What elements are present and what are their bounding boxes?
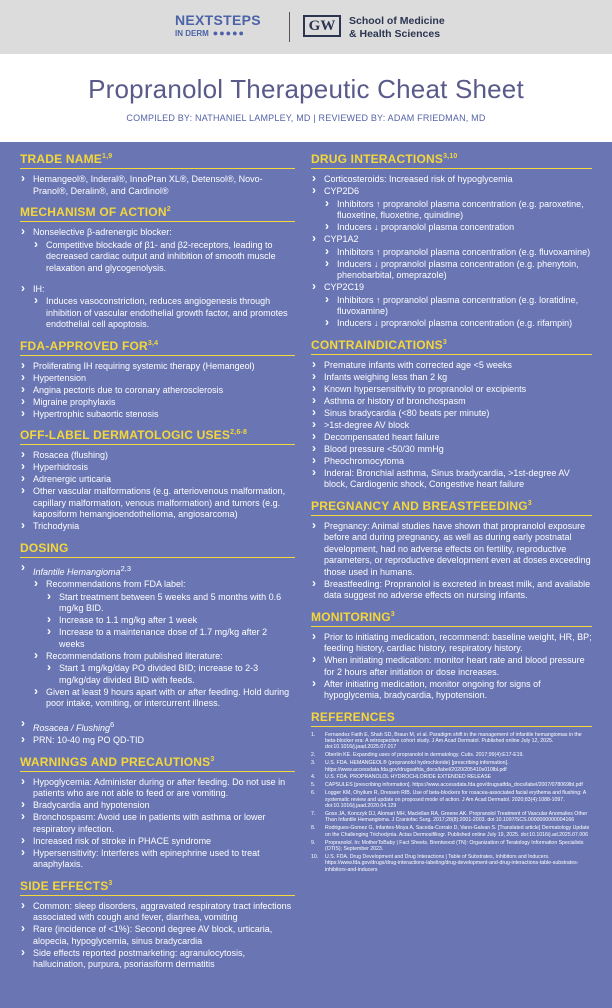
list-item: › Hyperhidrosis — [20, 462, 295, 474]
list-item: › Decompensated heart failure — [311, 432, 592, 444]
sub-sub-list — [46, 663, 295, 686]
section-title-text: TRADE NAME — [20, 152, 102, 166]
section-title-text: WARNINGS AND PRECAUTIONS — [20, 754, 211, 769]
section-citation: 3,4 — [147, 339, 159, 347]
section-citation: 2,3 — [120, 563, 131, 573]
list-item-text: IH: — [33, 283, 45, 294]
section-off-label — [20, 428, 295, 533]
section-citation: 3 — [527, 499, 532, 507]
list-item: › Hypersensitivity: Interferes with epinephrine used to treat anaphylaxis. — [20, 848, 295, 871]
list-item: › Pheochromocytoma — [311, 456, 592, 468]
sub-list — [33, 240, 295, 275]
reference-item: 8. Rodrigues-Gomez G, Infantes-Moya A, Saceda-Corralo D, Vano-Galvan S. [Translated article] Dermatology Update on the Challenging Trichodynia. Actas Dermosifiliogr. Published online July 19, 2025. doi:10.1016/j.ad.2025.07.006 — [311, 825, 592, 838]
school-line-2: & Health Sciences — [349, 27, 441, 40]
section-citation: 3,10 — [443, 153, 458, 160]
sub-list-item: › Inducers ↓ propranolol plasma concentration (e.g. phenytoin, phenobarbital, omeprazole) — [324, 259, 592, 282]
list-item: › Other vascular malformations (e.g. arteriovenous malformation, capillary malformation, venous malformation) and tumors (e.g. kaposiform hemangioendothelioma, angiosarcoma) — [20, 486, 295, 521]
section-title — [311, 499, 592, 516]
section-trade-name — [20, 152, 295, 197]
section-title — [20, 339, 295, 356]
list-item: › Prior to initiating medication, recommend: baseline weight, HR, BP; feeding history, cardiac history, respiratory history. — [311, 632, 592, 655]
list-item: › Migraine prophylaxis — [20, 397, 295, 409]
sub-list-item: › Inhibitors ↑ propranolol plasma concentration (e.g. fluvoxamine) — [324, 247, 592, 259]
page-title: Propranolol Therapeutic Cheat Sheet — [88, 74, 524, 104]
section-title-text: DRUG INTERACTIONS — [311, 152, 444, 166]
brand-sub: IN DERM — [175, 28, 209, 38]
list-item — [20, 719, 295, 735]
section-title — [20, 879, 295, 896]
section-citation: 3 — [210, 755, 215, 763]
section-title-text: SIDE EFFECTS — [20, 878, 109, 893]
section-title-text: CONTRAINDICATIONS — [311, 337, 443, 352]
sub-sub-list-item: › Start treatment between 5 weeks and 5 months with 0.6 mg/kg BID. — [46, 592, 295, 615]
section-pregnancy — [311, 499, 592, 602]
list-item: › Hypoglycemia: Administer during or after feeding. Do not use in patients who are not able to feed or are vomiting. — [20, 777, 295, 800]
section-title-text: MECHANISM OF ACTION — [20, 205, 167, 219]
bullet-list — [311, 632, 592, 702]
list-item — [20, 563, 295, 710]
list-item: › Corticosteroids: Increased risk of hypoglycemia — [311, 174, 592, 186]
content-panel — [0, 142, 612, 1008]
list-item: › Trichodynia — [20, 521, 295, 533]
list-item: › Rosacea (flushing) — [20, 450, 295, 462]
section-fda-approved — [20, 339, 295, 421]
sub-list-item: › Induces vasoconstriction, reduces angiogenesis through inhibition of vascular endothelial growth factor, and promotes endothelial cell apoptosis. — [33, 296, 295, 331]
school-name — [349, 15, 445, 40]
section-title — [311, 152, 592, 169]
header-bar — [0, 0, 612, 54]
brand-main: NEXTSTEPS — [175, 12, 261, 28]
nextsteps-logo — [175, 13, 285, 38]
list-item: › Infants weighing less than 2 kg — [311, 372, 592, 384]
bullet-list — [20, 719, 295, 747]
list-item-text: CYP1A2 — [324, 234, 359, 244]
list-item-text: Recommendations from published literature: — [46, 650, 223, 661]
list-item-text: CYP2C19 — [324, 282, 365, 292]
list-item: › After initiating medication, monitor ongoing for signs of hypoglycemia, bradycardia, hypotension. — [311, 679, 592, 702]
sub-list — [324, 295, 592, 330]
bullet-list — [20, 777, 295, 871]
section-title-text: FDA-APPROVED FOR — [20, 338, 148, 353]
section-title — [20, 755, 295, 772]
reference-list — [311, 732, 592, 874]
title-block — [0, 54, 612, 142]
section-references — [311, 710, 592, 874]
section-citation: 1,9 — [102, 153, 113, 160]
credits-line: COMPILED BY: NATHANIEL LAMPLEY, MD | REVIEWED BY: ADAM FRIEDMAN, MD — [126, 113, 486, 123]
list-item: › Pregnancy: Animal studies have shown that propranolol exposure before and during pregnancy, as well as during early postnatal development, had no adverse effects on fertility, reproductive parameters, or reproductive development even at doses exceeding those used in humans. — [311, 521, 592, 579]
section-title — [20, 152, 295, 169]
list-item: › Angina pectoris due to coronary atherosclerosis — [20, 385, 295, 397]
section-title — [311, 610, 592, 627]
section-warnings — [20, 755, 295, 871]
list-item: › Asthma or history of bronchospasm — [311, 396, 592, 408]
right-column — [311, 152, 592, 881]
section-citation: 2,6-8 — [230, 429, 248, 436]
spacer — [20, 275, 295, 284]
list-item: › Hypertension — [20, 373, 295, 385]
list-item — [311, 234, 592, 282]
sub-list — [33, 296, 295, 331]
bullet-list — [311, 360, 592, 491]
sub-sub-list-item: › Increase to a maintenance dose of 1.7 mg/kg after 2 weeks — [46, 627, 295, 650]
list-item: › Premature infants with corrected age <5 weeks — [311, 360, 592, 372]
sub-list — [33, 579, 295, 710]
sub-list — [324, 247, 592, 282]
list-item: › Blood pressure <50/30 mmHg — [311, 444, 592, 456]
section-title-text: MONITORING — [311, 609, 391, 624]
list-item-text: Recommendations from FDA label: — [46, 579, 186, 589]
bullet-list — [20, 563, 295, 710]
sub-sub-list-item: › Start 1 mg/kg/day PO divided BID; increase to 2-3 mg/kg/day divided BID with feeds. — [46, 663, 295, 686]
sub-list-item — [33, 651, 295, 687]
list-item: › Hypertrophic subaortic stenosis — [20, 409, 295, 421]
list-item: › Rare (incidence of <1%): Second degree AV block, urticaria, alopecia, hypoglycemia, sinus bradycardia — [20, 924, 295, 947]
reference-item: 7. Goss JA, Konczyk DJ, Alomari MH, Maclellan RA, Greene AK. Propranolol Treatment of Vascular Anomalies Other Than Infantile Hemangioma. J Craniofac Surg. 2017;28(8):2001-2003. doi:10.1097/SCS.0000000000004166 — [311, 811, 592, 824]
sub-list-item: › Inducers ↓ propranolol plasma concentration — [324, 222, 592, 234]
sub-list-item — [33, 579, 295, 650]
list-item: › Bradycardia and hypotension — [20, 800, 295, 812]
list-item: › When initiating medication: monitor heart rate and blood pressure for 2 hours after initiation or dose increases. — [311, 655, 592, 678]
reference-item: 4. U.S. FDA. PROPRANOLOL HYDROCHLORIDE EXTENDED RELEASE — [311, 774, 592, 780]
reference-item: 6. Logger KM, Ohyilum R, Dressen RIB. Use of beta-blockers for rosacea-associated facial erythema and flushing: A systematic review and update on proposed mode of action. J Am Acad Dermatol. 2020;83(4):1088-1097. doi:10.1016/j.jaad.2020.04.129 — [311, 790, 592, 809]
section-title — [20, 205, 295, 222]
list-item: › Adrenergic urticaria — [20, 474, 295, 486]
section-title-text: OFF-LABEL DERMATOLOGIC USES — [20, 428, 231, 442]
reference-item: 2. Oberlin KE. Expanding uses of propranolol in dermatology. Cutis. 2017;99(4):E17-E19. — [311, 752, 592, 758]
bullet-list — [311, 521, 592, 602]
sub-sub-list-item: › Increase to 1.1 mg/kg after 1 week — [46, 615, 295, 627]
reference-item: 5. CAPSULES [prescribing information]. https://www.accessdata.fda.gov/drugsatfda_docs/label/2007/078069lbl.pdf — [311, 782, 592, 788]
reference-item: 10. U.S. FDA. Drug Development and Drug Interactions | Table of Substrates, Inhibitors and Inducers. https://www.fda.gov/drugs/drug-interactions-labeling/drug-development-and-drug-interactions-table-substrates-inhibitors-and-inducers — [311, 854, 592, 873]
bullet-list — [20, 284, 295, 331]
section-title: DOSING — [20, 541, 295, 558]
section-title — [20, 428, 295, 445]
section-citation: 3 — [442, 338, 447, 346]
section-citation: 3 — [108, 879, 113, 887]
section-title — [311, 338, 592, 355]
dosing-rosacea-label: Rosacea / Flushing — [33, 723, 111, 733]
reference-item: 9. Propranolol. In: MotherToBaby | Fact Sheets. Brentwood (TN): Organization of Teratology Information Specialists (OTIS); September 2023. — [311, 840, 592, 853]
section-citation: 6 — [110, 720, 115, 729]
list-item — [311, 282, 592, 330]
reference-item: 1. Fernandez Faith E, Shah SD, Braun M, et al. Paradigm shift in the management of infantile hemangiomas in the beta-blocker era: A retrospective cohort study. J Am Acad Dermatol. Published online July 12, 2025. doi:10.1016/j.jaad.2025.07.017 — [311, 732, 592, 751]
section-citation: 2 — [166, 206, 171, 213]
section-side-effects — [20, 879, 295, 971]
list-item — [20, 227, 295, 274]
list-item-text: Nonselective β-adrenergic blocker: — [33, 227, 172, 237]
list-item: › Sinus bradycardia (<80 beats per minute) — [311, 408, 592, 420]
reference-item: 3. U.S. FDA. HEMANGEOL® (propranolol hydrochloride) [prescribing information]. https://www.accessdata.fda.gov/drugsatfda_docs/label/2020/205410s010lbl.pdf — [311, 760, 592, 773]
section-contraindications — [311, 338, 592, 491]
list-item: › Side effects reported postmarketing: agranulocytosis, hallucination, purpura, psoriasiform dermatitis — [20, 948, 295, 971]
section-title-text: PREGNANCY AND BREASTFEEDING — [311, 498, 528, 513]
list-item: › Proliferating IH requiring systemic therapy (Hemangeol) — [20, 361, 295, 373]
list-item — [311, 186, 592, 234]
header-divider — [289, 12, 290, 42]
list-item — [20, 284, 295, 331]
list-item: › Increased risk of stroke in PHACE syndrome — [20, 836, 295, 848]
bullet-list — [20, 450, 295, 533]
list-item: › Known hypersensitivity to propranolol or excipients — [311, 384, 592, 396]
sub-list — [324, 199, 592, 234]
sub-list-item: › Given at least 9 hours apart with or after feeding. Hold during poor intake, vomiting, or intercurrent illness. — [33, 687, 295, 710]
left-column — [20, 152, 295, 979]
brand-dots-icon: ●●●●● — [212, 28, 245, 38]
list-item: › PRN: 10-40 mg PO QD-TID — [20, 735, 295, 747]
bullet-list — [20, 361, 295, 421]
bullet-list — [20, 901, 295, 971]
school-line-1: School of Medicine — [349, 15, 445, 27]
bullet-list — [20, 174, 295, 197]
section-dosing — [20, 541, 295, 747]
bullet-list — [20, 227, 295, 274]
list-item: › >1st-degree AV block — [311, 420, 592, 432]
dosing-ih-label: Infantile Hemangioma — [33, 566, 121, 577]
section-monitoring — [311, 610, 592, 702]
section-citation: 3 — [390, 610, 395, 618]
section-title: REFERENCES — [311, 710, 592, 727]
sub-list-item: › Inhibitors ↑ propranolol plasma concentration (e.g. loratidine, fluvoxamine) — [324, 295, 592, 318]
list-item: › Bronchospasm: Avoid use in patients with asthma or lower respiratory infection. — [20, 812, 295, 835]
list-item: › Common: sleep disorders, aggravated respiratory tract infections associated with cough and fever, diarrhea, vomiting — [20, 901, 295, 924]
sub-list-item: › Inducers ↓ propranolol plasma concentration (e.g. rifampin) — [324, 318, 592, 330]
sub-list-item: › Inhibitors ↑ propranolol plasma concentration (e.g. paroxetine, fluoxetine, fluoxetine, quinidine) — [324, 199, 592, 222]
list-item-text: CYP2D6 — [324, 186, 360, 196]
list-item: › Hemangeol®, Inderal®, InnoPran XL®, Detensol®, Novo-Pranol®, Deralin®, and Cardinol® — [20, 174, 295, 197]
section-drug-interactions — [311, 152, 592, 330]
sub-sub-list — [46, 592, 295, 651]
section-mechanism — [20, 205, 295, 331]
list-item: › Breastfeeding: Propranolol is excreted in breast milk, and available data suggest no adverse effects on nursing infants. — [311, 579, 592, 602]
list-item: › Inderal: Bronchial asthma, Sinus bradycardia, >1st-degree AV block, Cardiogenic shock, Congestive heart failure — [311, 468, 592, 491]
sub-list-item: › Competitive blockade of β1- and β2-receptors, leading to decreased cardiac output and inhibition of smooth muscle relaxation and glycogenolysis. — [33, 240, 295, 275]
brand-sub-row — [175, 29, 285, 38]
gw-logo: GW — [303, 15, 341, 37]
bullet-list — [311, 174, 592, 330]
spacer — [20, 710, 295, 719]
